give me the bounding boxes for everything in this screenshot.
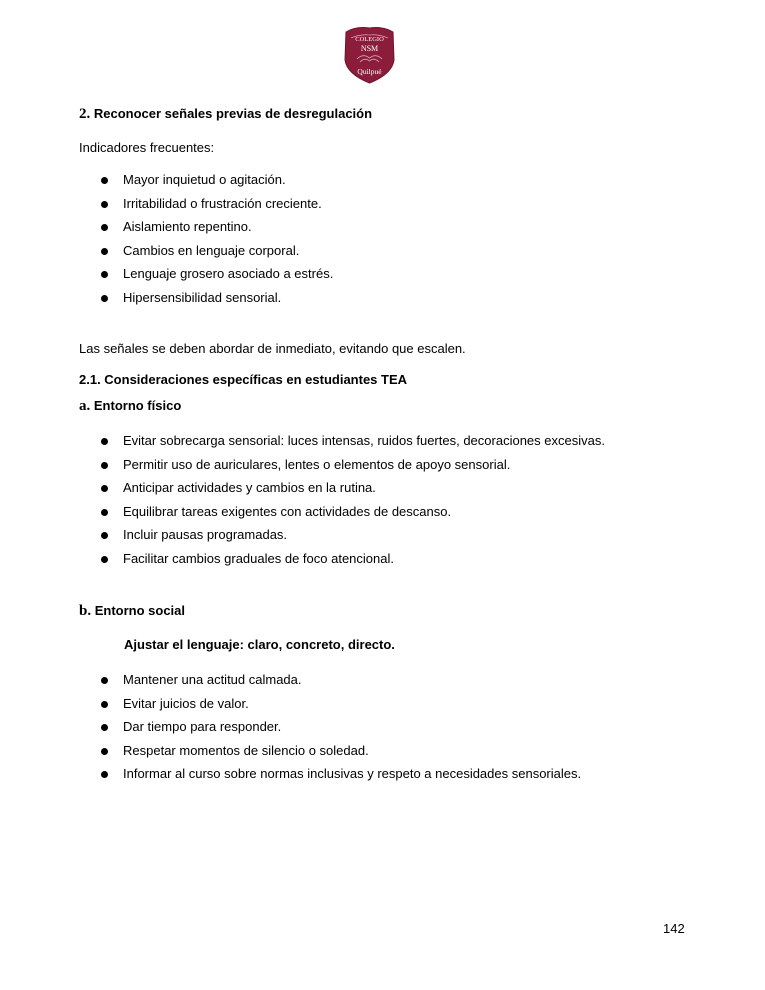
indicators-intro: Indicadores frecuentes: bbox=[79, 140, 215, 155]
list-item bbox=[123, 672, 302, 687]
list-item bbox=[123, 243, 299, 258]
list-item-text: Respetar momentos de silencio o soledad. bbox=[123, 742, 369, 758]
section-title: Reconocer señales previas de desregulación bbox=[93, 106, 373, 121]
entorno-social-subtitle: Ajustar el lenguaje: claro, concreto, directo. bbox=[124, 637, 395, 652]
list-item bbox=[123, 527, 287, 542]
section-number: 2. bbox=[79, 106, 91, 122]
list-item bbox=[123, 290, 281, 305]
bullet-icon bbox=[101, 748, 108, 755]
list-item-text: Anticipar actividades y cambios en la rutina. bbox=[123, 480, 376, 496]
bullet-icon bbox=[101, 509, 108, 516]
bullet-icon bbox=[101, 438, 108, 445]
entorno-social-title: Entorno social bbox=[94, 603, 186, 618]
list-item-text: Mantener una actitud calmada. bbox=[123, 672, 302, 687]
entorno-fisico-heading bbox=[79, 398, 181, 415]
list-item bbox=[123, 504, 451, 519]
bullet-icon bbox=[101, 771, 108, 778]
list-item-text: Dar tiempo para responder. bbox=[123, 719, 282, 735]
list-item bbox=[123, 196, 322, 211]
list-item bbox=[123, 172, 286, 187]
list-item-text: Equilibrar tareas exigentes con actividades de descanso. bbox=[123, 503, 452, 519]
bullet-icon bbox=[101, 556, 108, 563]
logo-text-2: NSM bbox=[360, 44, 379, 53]
list-item-text: Mayor inquietud o agitación. bbox=[123, 172, 286, 187]
list-item-text: Lenguaje grosero asociado a estrés. bbox=[123, 266, 334, 282]
logo-text-1: COLEGIO bbox=[355, 36, 384, 43]
list-item-text: Hipersensibilidad sensorial. bbox=[123, 290, 282, 305]
list-item-text: Evitar juicios de valor. bbox=[123, 695, 249, 711]
bullet-icon bbox=[101, 532, 108, 539]
list-letter: b. bbox=[79, 603, 92, 619]
bullet-icon bbox=[101, 462, 108, 469]
list-item-text: Cambios en lenguaje corporal. bbox=[123, 242, 300, 258]
bullet-icon bbox=[101, 201, 108, 208]
list-item bbox=[123, 480, 376, 495]
entorno-fisico-title: Entorno físico bbox=[93, 398, 182, 413]
logo-text-3: Quilpué bbox=[357, 67, 382, 76]
list-item bbox=[123, 551, 394, 566]
list-item-text: Facilitar cambios graduales de foco atencional. bbox=[123, 551, 394, 566]
bullet-icon bbox=[101, 724, 108, 731]
bullet-icon bbox=[101, 485, 108, 492]
section-2-heading bbox=[79, 106, 372, 123]
bullet-icon bbox=[101, 177, 108, 184]
list-item-text: Permitir uso de auriculares, lentes o elementos de apoyo sensorial. bbox=[123, 456, 511, 472]
list-item bbox=[123, 696, 249, 711]
list-item bbox=[123, 743, 369, 758]
school-logo bbox=[342, 26, 397, 84]
list-item-text: Incluir pausas programadas. bbox=[123, 527, 288, 543]
page-number: 142 bbox=[663, 921, 685, 936]
list-item bbox=[123, 433, 605, 448]
bullet-icon bbox=[101, 677, 108, 684]
list-item bbox=[123, 766, 581, 781]
signals-note: Las señales se deben abordar de inmediato, evitando que escalen. bbox=[79, 341, 466, 356]
list-letter: a. bbox=[79, 398, 91, 414]
list-item bbox=[123, 219, 252, 234]
list-item bbox=[123, 266, 333, 281]
bullet-icon bbox=[101, 224, 108, 231]
list-item bbox=[123, 457, 510, 472]
list-item-text: Irritabilidad o frustración creciente. bbox=[123, 195, 322, 211]
bullet-icon bbox=[101, 295, 108, 302]
subsection-21-heading: 2.1. Consideraciones específicas en estudiantes TEA bbox=[79, 372, 408, 387]
list-item-text: Informar al curso sobre normas inclusivas y respeto a necesidades sensoriales. bbox=[123, 766, 582, 782]
bullet-icon bbox=[101, 248, 108, 255]
bullet-icon bbox=[101, 271, 108, 278]
list-item-text: Aislamiento repentino. bbox=[123, 219, 252, 235]
entorno-social-heading bbox=[79, 603, 185, 620]
bullet-icon bbox=[101, 701, 108, 708]
list-item bbox=[123, 719, 281, 734]
list-item-text: Evitar sobrecarga sensorial: luces intensas, ruidos fuertes, decoraciones excesivas. bbox=[123, 433, 605, 448]
